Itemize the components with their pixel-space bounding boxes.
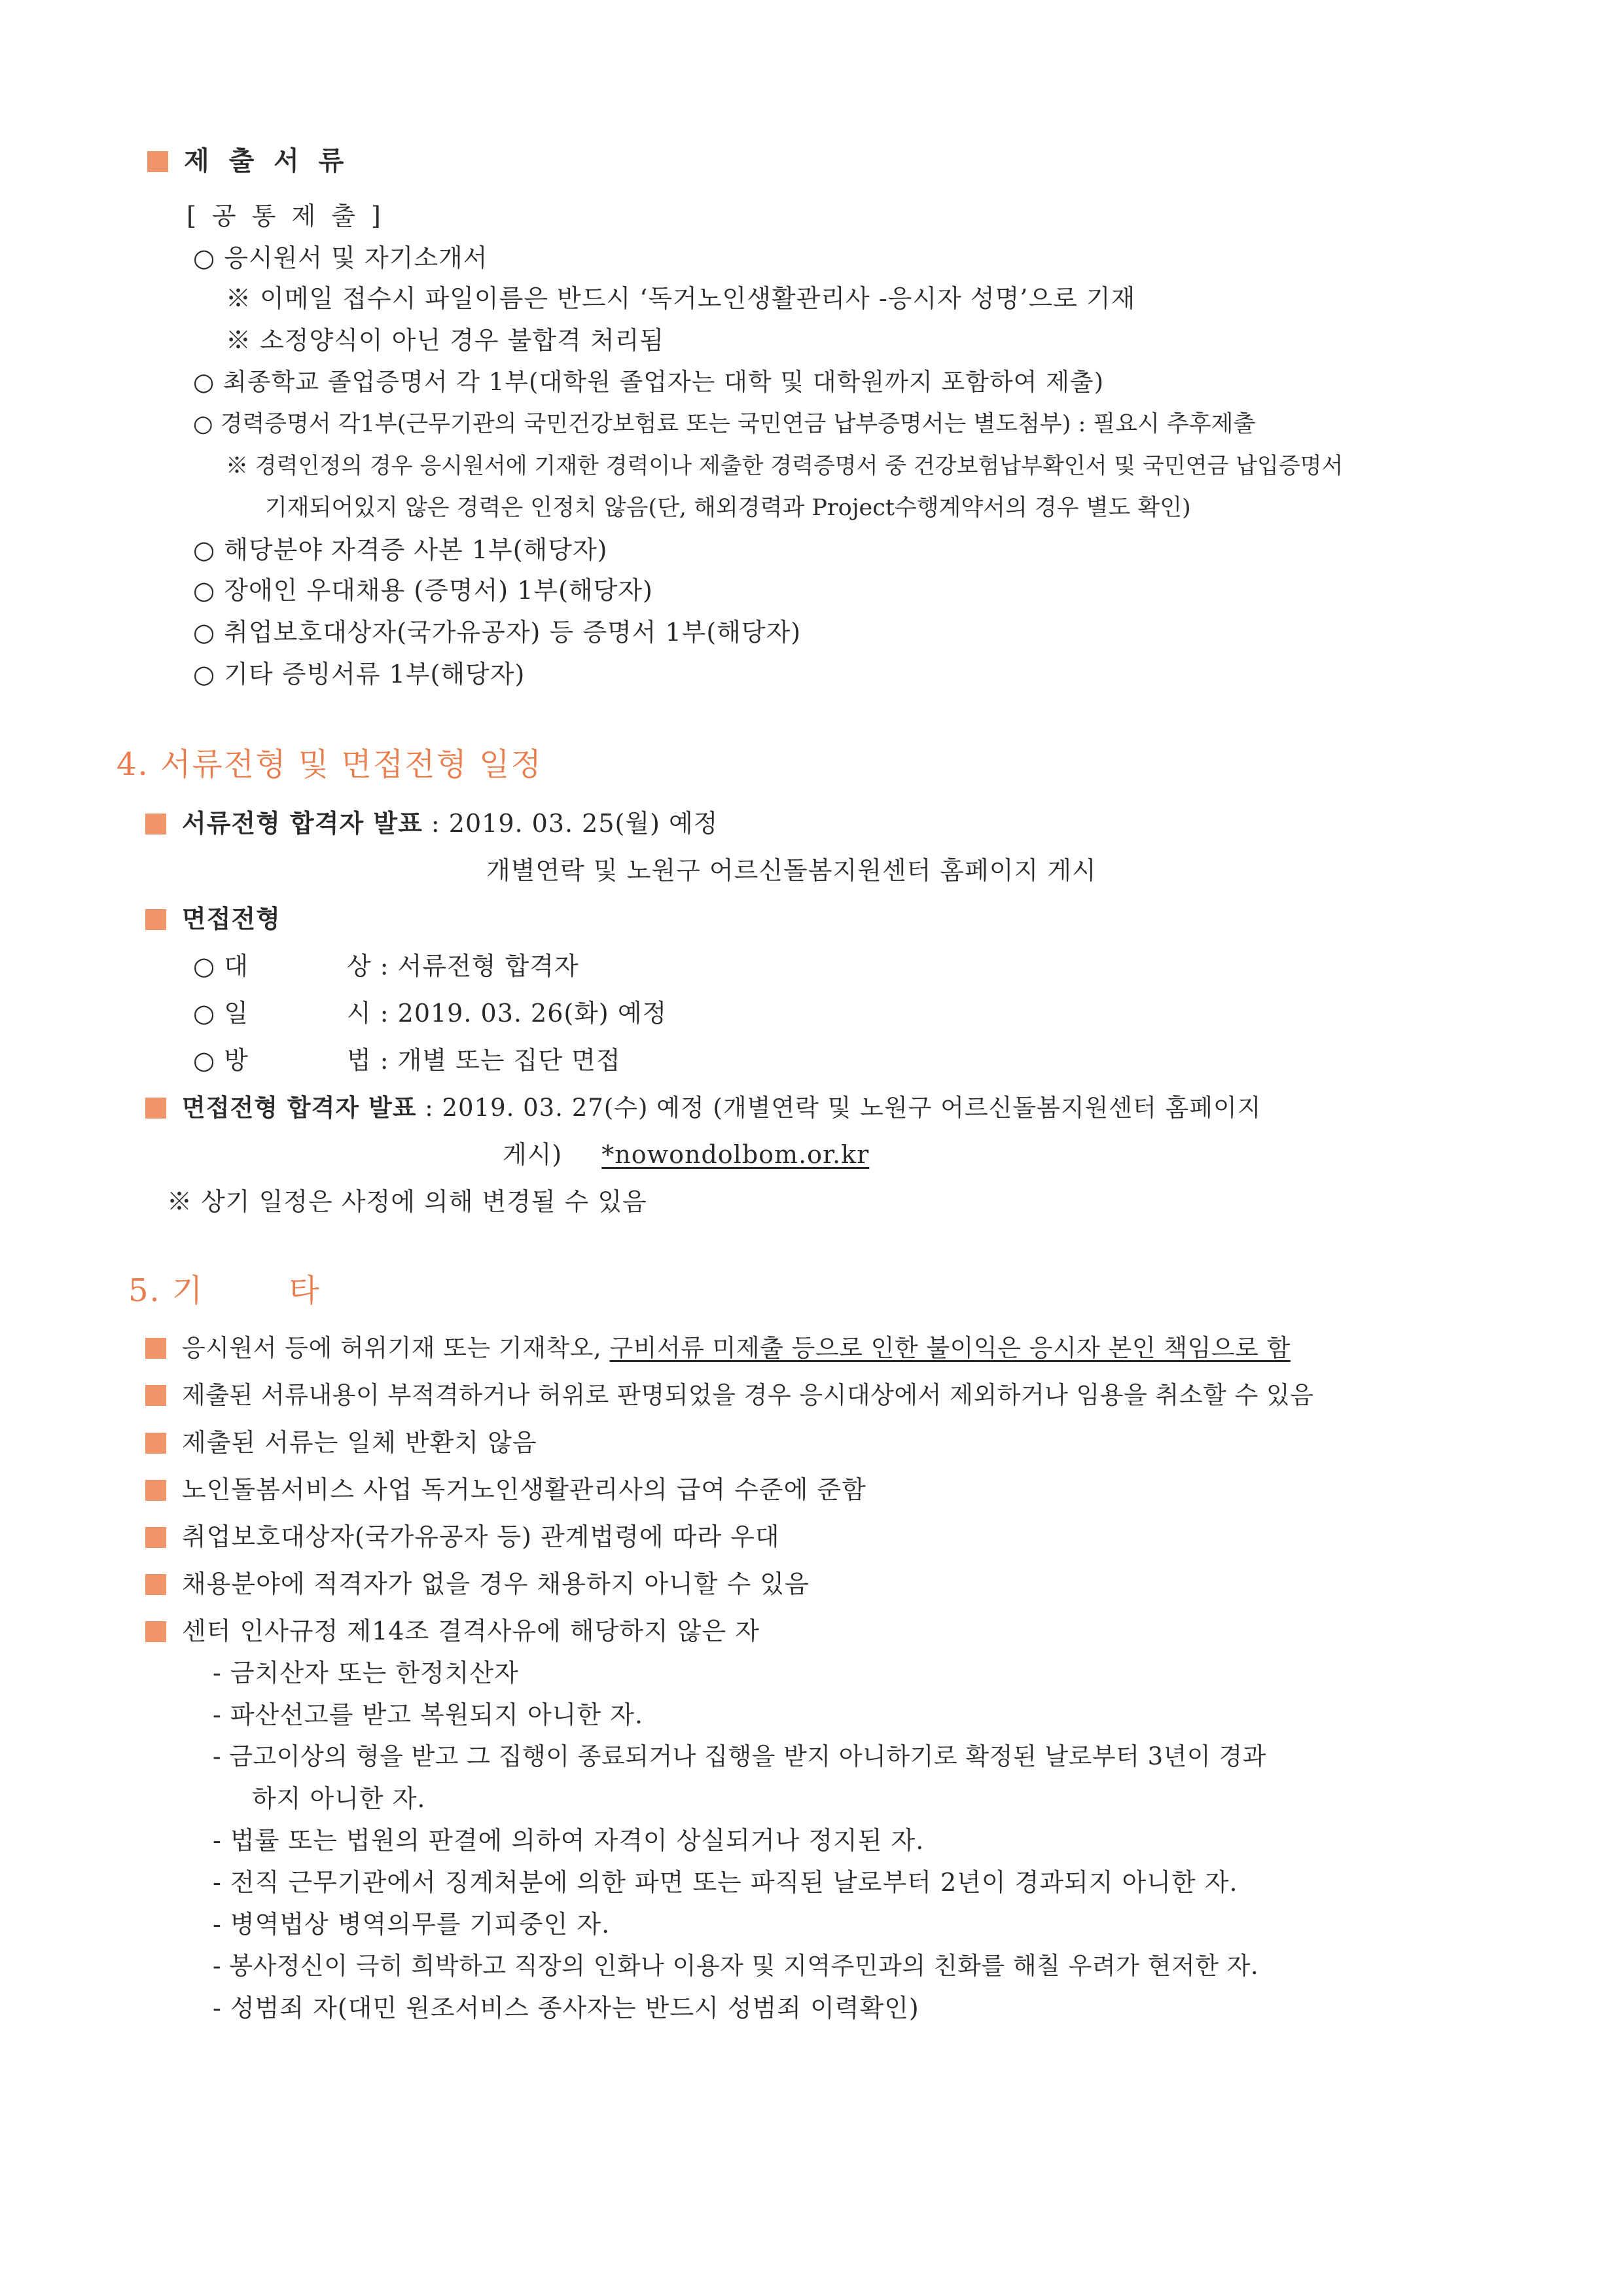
interview-item: ○ 방 법 : 개별 또는 집단 면접 xyxy=(193,1046,621,1075)
list-item: ○ 해당분야 자격증 사본 1부(해당자) xyxy=(193,535,608,564)
section-5-title: 5. 기 타 xyxy=(128,1272,321,1309)
interview-item: ○ 일 시 : 2019. 03. 26(화) 예정 xyxy=(193,999,668,1028)
disqualification-item: - 파산선고를 받고 복원되지 아니한 자. xyxy=(213,1700,643,1729)
notice-item: 센터 인사규정 제14조 결격사유에 해당하지 않은 자 xyxy=(145,1615,760,1647)
website-link[interactable]: *nowondolbom.or.kr xyxy=(601,1140,870,1169)
doc-result-note: 개별연락 및 노원구 어르신돌봄지원센터 홈페이지 게시 xyxy=(486,856,1097,885)
interview-result-row xyxy=(145,1092,1262,1124)
submit-docs-heading: 제 출 서 류 xyxy=(147,145,349,177)
bullet-square-icon xyxy=(145,1385,166,1406)
common-submission-label: [ 공 통 제 출 ] xyxy=(187,202,385,230)
disqualification-item: - 법률 또는 법원의 판결에 의하여 자격이 상실되거나 정지된 자. xyxy=(213,1826,925,1855)
list-item: ○ 장애인 우대채용 (증명서) 1부(해당자) xyxy=(193,576,653,605)
bullet-square-icon xyxy=(145,1098,166,1119)
disqualification-item: - 전직 근무기관에서 징계처분에 의한 파면 또는 파직된 날로부터 2년이 경과되지 아니한 자. xyxy=(213,1868,1238,1897)
notice-item: 노인돌봄서비스 사업 독거노인생활관리사의 급여 수준에 준함 xyxy=(145,1474,866,1505)
note-item-continued: 기재되어있지 않은 경력은 인정치 않음(단, 해외경력과 Project수행계약서의 경우 별도 확인) xyxy=(265,495,1191,521)
bullet-square-icon xyxy=(145,1433,166,1454)
notice-item: 제출된 서류는 일체 반환치 않음 xyxy=(145,1427,537,1458)
disqualification-item: - 병역법상 병역의무를 기피중인 자. xyxy=(213,1910,611,1939)
notice-item: 채용분야에 적격자가 없을 경우 채용하지 아니할 수 있음 xyxy=(145,1568,810,1600)
bullet-square-icon xyxy=(145,1574,166,1595)
bullet-square-icon xyxy=(145,909,166,930)
note-item: ※ 소정양식이 아닌 경우 불합격 처리됨 xyxy=(226,326,665,355)
disqualification-item: - 금치산자 또는 한정치산자 xyxy=(213,1659,519,1687)
interview-result-value: : 2019. 03. 27(수) 예정 (개별연락 및 노원구 어르신돌봄지원센터 홈페이지 xyxy=(416,1094,1262,1122)
notice-underlined-text: 구비서류 미제출 등으로 인한 불이익은 응시자 본인 책임으로 함 xyxy=(609,1334,1291,1362)
bullet-square-icon xyxy=(147,151,168,172)
bullet-square-icon xyxy=(145,1527,166,1548)
doc-result-value: : 2019. 03. 25(월) 예정 xyxy=(422,809,719,838)
list-item: ○ 최종학교 졸업증명서 각 1부(대학원 졸업자는 대학 및 대학원까지 포함하여 제출) xyxy=(193,368,1105,396)
list-item: ○ 경력증명서 각1부(근무기관의 국민건강보험료 또는 국민연금 납부증명서는 별도첨부) : 필요시 추후제출 xyxy=(193,411,1256,437)
interview-result-continued: 게시) *nowondolbom.or.kr xyxy=(503,1140,870,1169)
list-item: ○ 기타 증빙서류 1부(해당자) xyxy=(193,660,526,689)
section-4-title: 4. 서류전형 및 면접전형 일정 xyxy=(116,746,543,783)
bullet-square-icon xyxy=(145,1621,166,1642)
disqualification-item: - 봉사정신이 극히 희박하고 직장의 인화나 이용자 및 지역주민과의 친화를 해칠 우려가 현저한 자. xyxy=(213,1952,1259,1980)
note-item: ※ 경력인정의 경우 응시원서에 기재한 경력이나 제출한 경력증명서 중 건강보험납부확인서 및 국민연금 납입증명서 xyxy=(226,453,1344,479)
list-item: ○ 응시원서 및 자기소개서 xyxy=(193,243,488,272)
interview-item: ○ 대 상 : 서류전형 합격자 xyxy=(193,952,579,980)
note-item: ※ 이메일 접수시 파일이름은 반드시 ‘독거노인생활관리사 -응시자 성명’으로 기재 xyxy=(226,284,1136,313)
interview-heading: 면접전형 xyxy=(145,903,281,935)
disqualification-item-continued: 하지 아니한 자. xyxy=(252,1784,426,1813)
notice-item: 제출된 서류내용이 부적격하거나 허위로 판명되었을 경우 응시대상에서 제외하거나 임용을 취소할 수 있음 xyxy=(145,1380,1314,1411)
schedule-note: ※ 상기 일정은 사정에 의해 변경될 수 있음 xyxy=(167,1187,647,1216)
disqualification-item: - 금고이상의 형을 받고 그 집행이 종료되거나 집행을 받지 아니하기로 확정된 날로부터 3년이 경과 xyxy=(213,1742,1266,1770)
bullet-square-icon xyxy=(145,1338,166,1359)
notice-item: 응시원서 등에 허위기재 또는 기재착오, 구비서류 미제출 등으로 인한 불이익은 응시자 본인 책임으로 함 xyxy=(145,1333,1291,1364)
list-item: ○ 취업보호대상자(국가유공자) 등 증명서 1부(해당자) xyxy=(193,618,802,647)
bullet-square-icon xyxy=(145,814,166,834)
interview-result-label: 면접전형 합격자 발표 xyxy=(182,1093,417,1122)
notice-item: 취업보호대상자(국가유공자 등) 관계법령에 따라 우대 xyxy=(145,1521,780,1552)
doc-result-row xyxy=(145,808,718,839)
disqualification-item: - 성범죄 자(대민 원조서비스 종사자는 반드시 성범죄 이력확인) xyxy=(213,1994,919,2022)
bullet-square-icon xyxy=(145,1480,166,1501)
doc-result-label: 서류전형 합격자 발표 xyxy=(182,808,423,838)
